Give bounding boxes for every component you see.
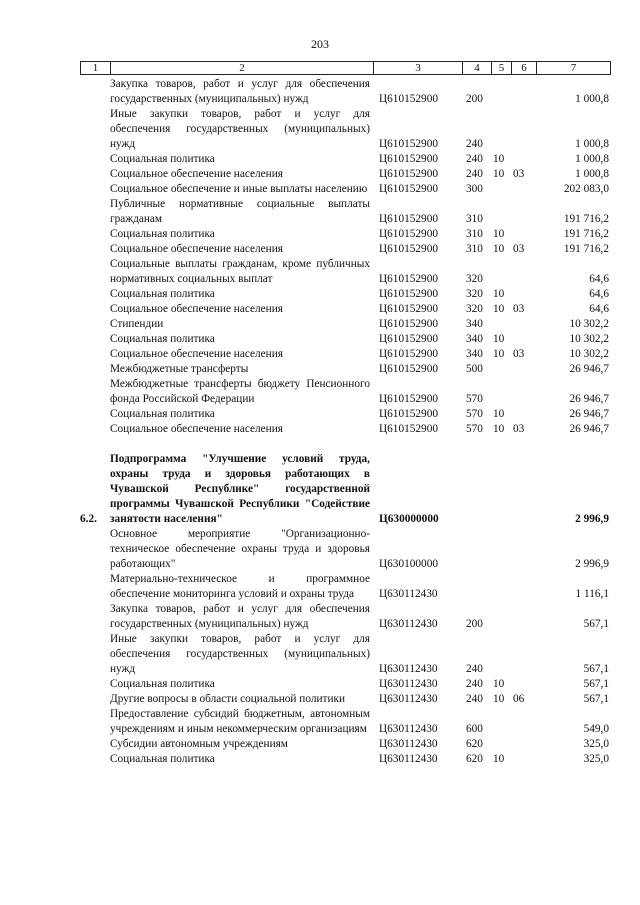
- row-sum: 1 116,1: [575, 588, 609, 600]
- row-sum: 191 716,2: [563, 213, 609, 225]
- row-vr: 240: [466, 663, 483, 675]
- row-name: Социальная политика: [110, 228, 215, 240]
- row-rz: 10: [493, 423, 505, 435]
- row-pr: 03: [513, 348, 525, 360]
- table-row: [80, 107, 611, 152]
- row-vr: 310: [466, 228, 483, 240]
- row-code: Ц630100000: [379, 558, 438, 570]
- table-row: [80, 77, 611, 107]
- row-code: Ц610152900: [379, 408, 438, 420]
- row-code: Ц630112430: [379, 618, 438, 630]
- row-vr: 240: [466, 138, 483, 150]
- row-vr: 320: [466, 288, 483, 300]
- row-sum: 567,1: [583, 693, 609, 705]
- row-code: Ц610152900: [379, 318, 438, 330]
- row-name: Социальное обеспечение населения: [110, 168, 283, 180]
- header-col-6: 6: [512, 62, 537, 74]
- row-sum: 202 083,0: [563, 183, 609, 195]
- row-name: Основное мероприятие "Организационно-техническое обеспечение охраны труда и здоровья работающих": [110, 528, 370, 570]
- table-row: [80, 692, 611, 707]
- row-vr: 600: [466, 723, 483, 735]
- table-row: [80, 257, 611, 287]
- row-vr: 570: [466, 423, 483, 435]
- table-row: [80, 377, 611, 407]
- row-name: Межбюджетные трансферты бюджету Пенсионного фонда Российской Федерации: [110, 378, 370, 405]
- row-rz: 10: [493, 678, 505, 690]
- row-vr: 310: [466, 243, 483, 255]
- row-rz: 10: [493, 153, 505, 165]
- row-name: Публичные нормативные социальные выплаты гражданам: [110, 198, 370, 225]
- row-code: Ц630112430: [379, 693, 438, 705]
- row-name: Субсидии автономным учреждениям: [110, 738, 288, 750]
- row-name: Материально-техническое и программное обеспечение мониторинга условий и охраны труда: [110, 573, 370, 600]
- table-row: [80, 422, 611, 437]
- row-name: Другие вопросы в области социальной политики: [110, 693, 346, 705]
- row-name: Социальное обеспечение населения: [110, 243, 283, 255]
- table-row: [80, 317, 611, 332]
- row-code: Ц610152900: [379, 153, 438, 165]
- row-name: Межбюджетные трансферты: [110, 363, 249, 375]
- row-vr: 320: [466, 303, 483, 315]
- table-row: [80, 452, 611, 527]
- row-sum: 26 946,7: [569, 423, 609, 435]
- row-sum: 549,0: [583, 723, 609, 735]
- row-sum: 567,1: [583, 678, 609, 690]
- row-pr: 06: [513, 693, 525, 705]
- table-row: [80, 407, 611, 422]
- row-code: Ц610152900: [379, 393, 438, 405]
- table-row: [80, 737, 611, 752]
- row-vr: 240: [466, 678, 483, 690]
- row-sum: 191 716,2: [563, 243, 609, 255]
- table-row: [80, 167, 611, 182]
- row-sum: 1 000,8: [575, 153, 609, 165]
- row-code: Ц610152900: [379, 93, 438, 105]
- row-sum: 325,0: [583, 753, 609, 765]
- row-vr: 340: [466, 348, 483, 360]
- row-name: Социальное обеспечение и иные выплаты населению: [110, 183, 368, 195]
- row-code: Ц610152900: [379, 333, 438, 345]
- row-sum: 10 302,2: [569, 333, 609, 345]
- row-vr: 320: [466, 273, 483, 285]
- row-vr: 310: [466, 213, 483, 225]
- header-col-7: 7: [570, 62, 577, 74]
- row-vr: 620: [466, 738, 483, 750]
- row-vr: 500: [466, 363, 483, 375]
- row-code: Ц610152900: [379, 183, 438, 195]
- row-rz: 10: [493, 288, 505, 300]
- header-col-5: 5: [492, 62, 512, 74]
- table-row: [80, 347, 611, 362]
- table-row: [80, 197, 611, 227]
- row-vr: 240: [466, 153, 483, 165]
- row-sum: 64,6: [589, 303, 609, 315]
- header-col-2: 2: [111, 62, 374, 74]
- row-name: Предоставление субсидий бюджетным, автономным учреждениям и иным некоммерческим организациям: [110, 708, 370, 735]
- row-rz: 10: [493, 348, 505, 360]
- row-name: Социальная политика: [110, 333, 215, 345]
- row-code: Ц610152900: [379, 138, 438, 150]
- row-sum: 325,0: [583, 738, 609, 750]
- row-name: Социальная политика: [110, 288, 215, 300]
- row-name: Подпрограмма "Улучшение условий труда, охраны труда и здоровья работающих в Чувашской Республике" государственной программы Чувашской Республики "Содействие занятости населения": [110, 453, 370, 525]
- table-row: [80, 752, 611, 767]
- row-vr: 200: [466, 93, 483, 105]
- table-row: [80, 572, 611, 602]
- row-vr: 300: [466, 183, 483, 195]
- table-row: [80, 152, 611, 167]
- row-name: Закупка товаров, работ и услуг для обеспечения государственных (муниципальных) нужд: [110, 78, 370, 105]
- header-col-1: 1: [81, 62, 111, 74]
- row-code: Ц630112430: [379, 753, 438, 765]
- row-sum: 2 996,9: [575, 513, 609, 525]
- table-row: [80, 632, 611, 677]
- row-code: Ц610152900: [379, 228, 438, 240]
- row-name: Социальная политика: [110, 678, 215, 690]
- table-row: [80, 302, 611, 317]
- row-name: Социальная политика: [110, 408, 215, 420]
- header-col-4: 4: [463, 62, 492, 74]
- row-vr: 240: [466, 693, 483, 705]
- row-sum: 2 996,9: [575, 558, 609, 570]
- row-code: Ц630112430: [379, 678, 438, 690]
- row-name: Закупка товаров, работ и услуг для обеспечения государственных (муниципальных) нужд: [110, 603, 370, 630]
- table-row: [80, 332, 611, 347]
- row-sum: 26 946,7: [569, 393, 609, 405]
- row-code: Ц630112430: [379, 738, 438, 750]
- row-code: Ц630000000: [379, 513, 439, 525]
- row-code: Ц630112430: [379, 588, 438, 600]
- row-name: Социальное обеспечение населения: [110, 348, 283, 360]
- row-code: Ц630112430: [379, 723, 438, 735]
- row-sum: 10 302,2: [569, 318, 609, 330]
- table-row: [80, 527, 611, 572]
- table-row: [80, 242, 611, 257]
- row-code: Ц610152900: [379, 243, 438, 255]
- row-vr: 570: [466, 393, 483, 405]
- row-pr: 03: [513, 423, 525, 435]
- row-number: 6.2.: [80, 513, 97, 525]
- row-sum: 10 302,2: [569, 348, 609, 360]
- row-pr: 03: [513, 168, 525, 180]
- row-code: Ц610152900: [379, 273, 438, 285]
- row-sum: 567,1: [583, 663, 609, 675]
- row-name: Стипендии: [110, 318, 164, 330]
- row-rz: 10: [493, 168, 505, 180]
- row-code: Ц610152900: [379, 363, 438, 375]
- row-code: Ц610152900: [379, 348, 438, 360]
- row-sum: 567,1: [583, 618, 609, 630]
- row-sum: 26 946,7: [569, 408, 609, 420]
- row-code: Ц610152900: [379, 303, 438, 315]
- row-vr: 340: [466, 333, 483, 345]
- row-name: Социальные выплаты гражданам, кроме публичных нормативных социальных выплат: [110, 258, 370, 285]
- row-sum: 1 000,8: [575, 93, 609, 105]
- row-sum: 191 716,2: [563, 228, 609, 240]
- table-row: [80, 362, 611, 377]
- page-number: 203: [311, 37, 329, 51]
- table-header: [80, 61, 611, 75]
- row-pr: 03: [513, 243, 525, 255]
- row-pr: 03: [513, 303, 525, 315]
- table-row: [80, 287, 611, 302]
- row-vr: 620: [466, 753, 483, 765]
- row-vr: 240: [466, 168, 483, 180]
- row-code: Ц630112430: [379, 663, 438, 675]
- row-rz: 10: [493, 333, 505, 345]
- row-code: Ц610152900: [379, 423, 438, 435]
- header-col-3: 3: [374, 62, 463, 74]
- row-rz: 10: [493, 408, 505, 420]
- row-name: Социальная политика: [110, 753, 215, 765]
- table-row: [80, 677, 611, 692]
- row-rz: 10: [493, 228, 505, 240]
- row-rz: 10: [493, 753, 505, 765]
- row-vr: 200: [466, 618, 483, 630]
- table-row: [80, 707, 611, 737]
- table-row: [80, 182, 611, 197]
- table-body: [80, 77, 611, 767]
- row-code: Ц610152900: [379, 213, 438, 225]
- row-code: Ц610152900: [379, 288, 438, 300]
- section-gap: [80, 437, 611, 452]
- table-row: [80, 227, 611, 242]
- row-sum: 1 000,8: [575, 138, 609, 150]
- row-name: Иные закупки товаров, работ и услуг для обеспечения государственных (муниципальных) нужд: [110, 108, 370, 150]
- row-vr: 340: [466, 318, 483, 330]
- row-vr: 570: [466, 408, 483, 420]
- row-rz: 10: [493, 693, 505, 705]
- row-name: Социальная политика: [110, 153, 215, 165]
- row-name: Социальное обеспечение населения: [110, 303, 283, 315]
- row-name: Иные закупки товаров, работ и услуг для обеспечения государственных (муниципальных) нужд: [110, 633, 370, 675]
- row-sum: 64,6: [589, 288, 609, 300]
- row-sum: 1 000,8: [575, 168, 609, 180]
- row-rz: 10: [493, 243, 505, 255]
- row-name: Социальное обеспечение населения: [110, 423, 283, 435]
- row-sum: 26 946,7: [569, 363, 609, 375]
- row-code: Ц610152900: [379, 168, 438, 180]
- table-row: [80, 602, 611, 632]
- row-sum: 64,6: [589, 273, 609, 285]
- row-rz: 10: [493, 303, 505, 315]
